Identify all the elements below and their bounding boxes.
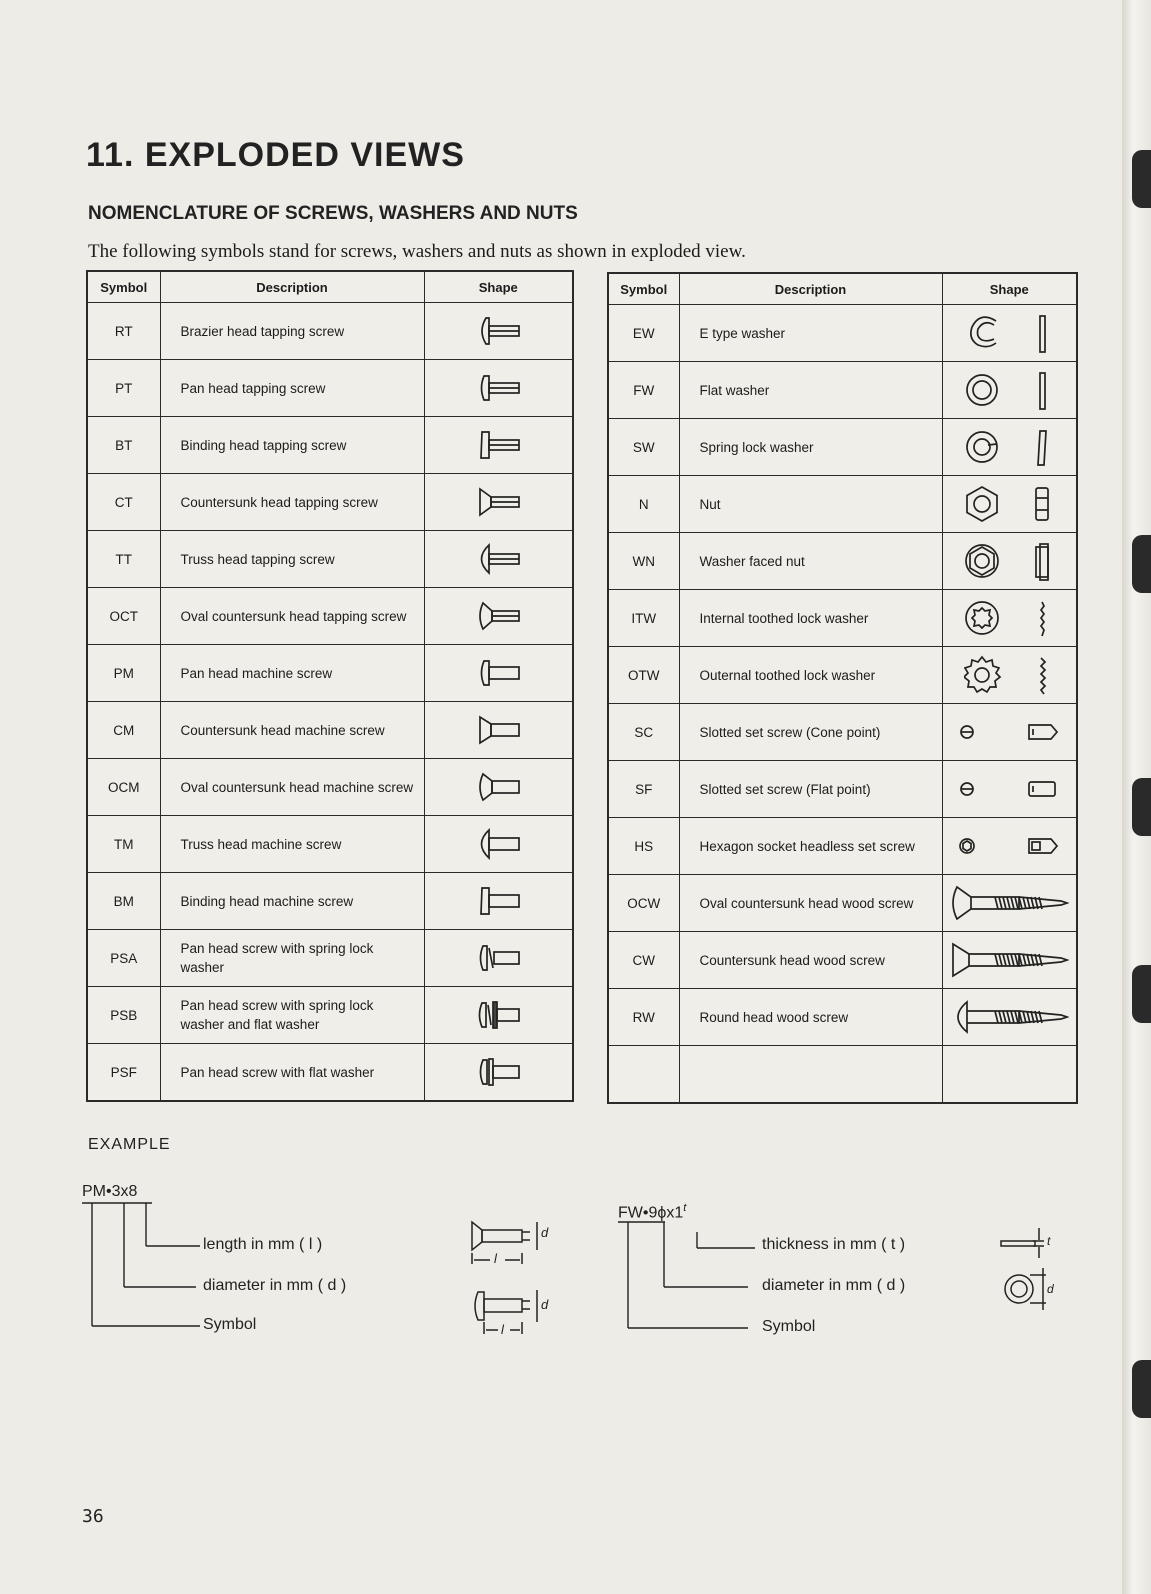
description-cell: Oval countersunk head wood screw xyxy=(679,875,942,932)
washer-symbol-label: Symbol xyxy=(762,1318,816,1335)
description-cell: Hexagon socket headless set screw xyxy=(679,818,942,875)
description-cell: Nut xyxy=(679,476,942,533)
description-cell: Binding head machine screw xyxy=(160,873,424,930)
description-header: Description xyxy=(160,271,424,303)
symbol-cell: CW xyxy=(608,932,679,989)
symbol-cell: PSA xyxy=(87,930,160,987)
description-cell: Countersunk head wood screw xyxy=(679,932,942,989)
washer-diameter-label: diameter in mm ( d ) xyxy=(762,1277,906,1294)
chapter-title: 11. EXPLODED VIEWS xyxy=(86,136,465,174)
length-label: length in mm ( l ) xyxy=(203,1236,323,1253)
washer-code-size: •9ϕx1 xyxy=(642,1204,684,1222)
description-cell: E type washer xyxy=(679,305,942,362)
description-cell: Outernal toothed lock washer xyxy=(679,647,942,704)
index-tab xyxy=(1132,1360,1151,1418)
symbol-cell: RT xyxy=(87,303,160,360)
symbol-cell: PT xyxy=(87,360,160,417)
washer-code-sup: t xyxy=(683,1202,687,1214)
symbol-cell: N xyxy=(608,476,679,533)
symbol-header: Symbol xyxy=(87,271,160,303)
symbol-header: Symbol xyxy=(608,273,679,305)
screw-code-symbol: PM xyxy=(82,1183,106,1200)
description-cell: Washer faced nut xyxy=(679,533,942,590)
symbol-cell: CT xyxy=(87,474,160,531)
description-cell: Pan head screw with flat washer xyxy=(160,1044,424,1102)
symbol-cell: SC xyxy=(608,704,679,761)
description-cell: Oval countersunk head machine screw xyxy=(160,759,424,816)
symbol-cell: SW xyxy=(608,419,679,476)
symbol-cell: OTW xyxy=(608,647,679,704)
description-cell: Spring lock washer xyxy=(679,419,942,476)
symbol-cell: HS xyxy=(608,818,679,875)
description-cell: Oval countersunk head tapping screw xyxy=(160,588,424,645)
index-tab xyxy=(1132,965,1151,1023)
example-label: EXAMPLE xyxy=(88,1136,171,1153)
description-cell: Round head wood screw xyxy=(679,989,942,1046)
symbol-cell: BM xyxy=(87,873,160,930)
screw-dim-l-pan: l xyxy=(501,1322,504,1337)
washer-example-code xyxy=(618,1202,686,1222)
description-cell: Brazier head tapping screw xyxy=(160,303,424,360)
symbol-cell: SF xyxy=(608,761,679,818)
diameter-label: diameter in mm ( d ) xyxy=(203,1277,347,1294)
description-cell: Pan head machine screw xyxy=(160,645,424,702)
washer-dim-t: t xyxy=(1047,1234,1051,1248)
symbol-cell: PSF xyxy=(87,1044,160,1102)
description-cell: Slotted set screw (Flat point) xyxy=(679,761,942,818)
washer-code-symbol: FW xyxy=(618,1204,643,1222)
description-header: Description xyxy=(679,273,942,305)
thickness-label: thickness in mm ( t ) xyxy=(762,1236,906,1253)
symbol-cell: WN xyxy=(608,533,679,590)
screw-dim-d-pan: d xyxy=(541,1297,549,1312)
symbol-cell: OCM xyxy=(87,759,160,816)
description-cell: Pan head screw with spring lock washer xyxy=(160,930,424,987)
intro-text: The following symbols stand for screws, washers and nuts as shown in exploded view. xyxy=(88,241,746,262)
screw-dim-l: l xyxy=(494,1251,497,1266)
description-cell: Binding head tapping screw xyxy=(160,417,424,474)
symbol-cell: FW xyxy=(608,362,679,419)
description-cell: Internal toothed lock washer xyxy=(679,590,942,647)
symbol-cell: TT xyxy=(87,531,160,588)
binding-spine xyxy=(1122,0,1151,1594)
shape-header: Shape xyxy=(424,271,573,303)
index-tab xyxy=(1132,150,1151,208)
shape-header: Shape xyxy=(942,273,1077,305)
description-cell: Truss head tapping screw xyxy=(160,531,424,588)
flat-washer-example-icon xyxy=(1005,1275,1033,1303)
description-cell: Flat washer xyxy=(679,362,942,419)
description-cell: Pan head tapping screw xyxy=(160,360,424,417)
symbol-cell: PM xyxy=(87,645,160,702)
washer-dim-d: d xyxy=(1047,1282,1054,1296)
symbol-cell: PSB xyxy=(87,987,160,1044)
symbol-cell: TM xyxy=(87,816,160,873)
screw-code-size: •3x8 xyxy=(106,1183,138,1200)
screw-dim-d: d xyxy=(541,1225,549,1240)
screw-example-code xyxy=(82,1183,137,1201)
countersunk-example-screw-icon xyxy=(472,1222,482,1250)
description-cell: Pan head screw with spring lock washer and flat washer xyxy=(160,987,424,1044)
symbol-cell: EW xyxy=(608,305,679,362)
description-cell: Countersunk head tapping screw xyxy=(160,474,424,531)
description-cell: Countersunk head machine screw xyxy=(160,702,424,759)
page-number: 36 xyxy=(82,1506,104,1527)
symbol-cell: CM xyxy=(87,702,160,759)
description-cell: Truss head machine screw xyxy=(160,816,424,873)
index-tab xyxy=(1132,778,1151,836)
symbol-label: Symbol xyxy=(203,1316,257,1333)
symbol-cell: ITW xyxy=(608,590,679,647)
symbol-cell: OCT xyxy=(87,588,160,645)
symbol-cell: RW xyxy=(608,989,679,1046)
symbol-cell: BT xyxy=(87,417,160,474)
section-title: NOMENCLATURE OF SCREWS, WASHERS AND NUTS xyxy=(88,203,578,224)
symbol-cell: OCW xyxy=(608,875,679,932)
description-cell: Slotted set screw (Cone point) xyxy=(679,704,942,761)
index-tab xyxy=(1132,535,1151,593)
